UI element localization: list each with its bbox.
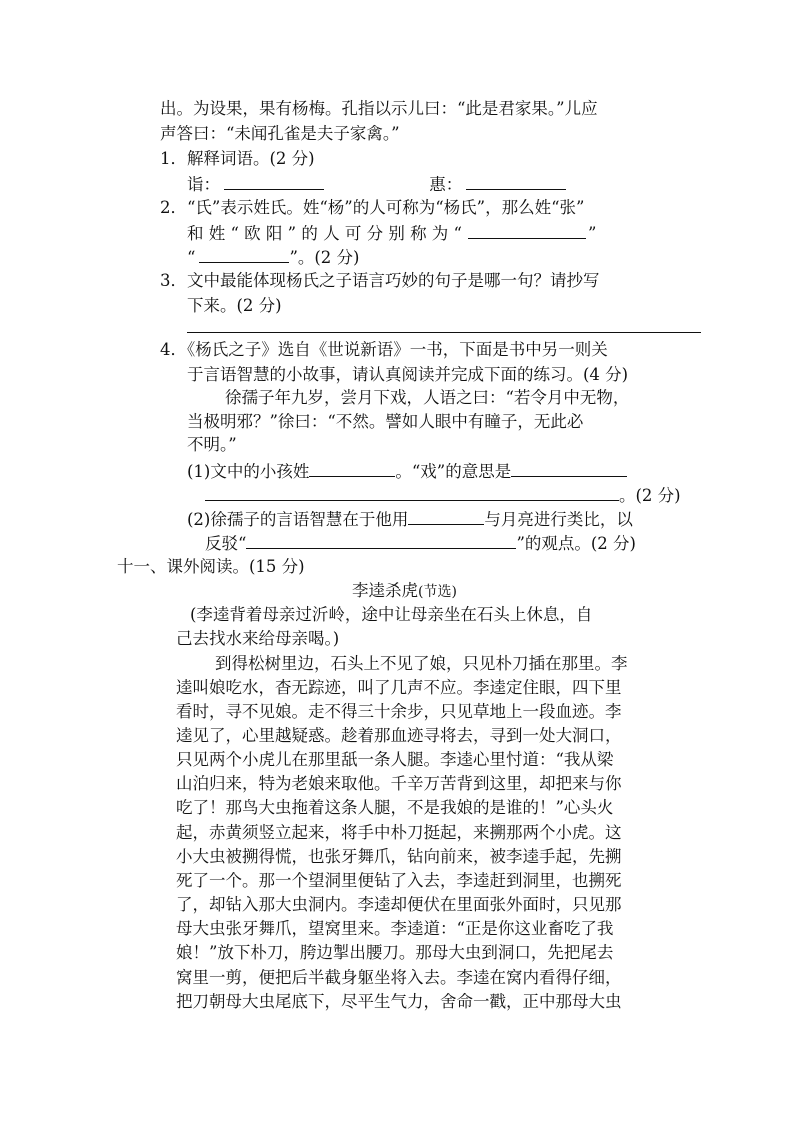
question-1: 1．解释词语。(2 分)	[160, 149, 315, 168]
passage-line: 声答曰：“未闻孔雀是夫子家禽。”	[160, 124, 400, 143]
question-4-line: 于言语智慧的小故事，请认真阅读并完成下面的练习。(4 分)	[187, 365, 629, 384]
article-title: 李逵杀虎(节选)	[352, 581, 457, 600]
answer-blank[interactable]	[511, 460, 627, 477]
subquestion-1: (1)文中的小孩姓 。“戏”的意思是	[187, 460, 627, 483]
article-line: 窝里一剪，便把后半截身躯坐将入去。李逵在窝内看得仔细，	[176, 968, 622, 987]
section-heading: 十一、课外阅读。(15 分)	[117, 557, 305, 576]
passage-line: 出。为设果，果有杨梅。孔指以示儿曰：“此是君家果。”儿应	[160, 99, 598, 118]
article-line: 了，却钻入那大虫洞内。李逵却便伏在里面张外面时，只见那	[176, 895, 622, 914]
article-line: 只见两个小虎儿在那里舐一条人腿。李逵心里忖道：“我从梁	[176, 750, 614, 769]
answer-blank[interactable]	[246, 532, 516, 549]
article-intro: (李逵背着母亲过沂岭，途中让母亲坐在石头上休息，自	[190, 605, 593, 624]
article-line: 母大虫张牙舞爪，望窝里来。李逵道：“正是你这业畜吃了我	[176, 919, 614, 938]
answer-blank[interactable]	[466, 173, 566, 190]
subquestion-2-line: 反驳“ ”的观点。(2 分)	[205, 534, 636, 553]
article-line: 把刀朝母大虫尾底下，尽平生气力，舍命一戳，正中那母大虫	[176, 992, 622, 1011]
reading-line: 当极明邪？”徐曰：“不然。譬如人眼中有瞳子，无此必	[187, 412, 584, 431]
article-line: 逵见了，心里越疑惑。趁着那血迹寻将去，寻到一处大洞口，	[176, 726, 622, 745]
article-line: 吃了！那鸟大虫拖着这条人腿，不是我娘的是谁的！”心头火	[176, 798, 614, 817]
answer-line[interactable]	[187, 332, 701, 333]
answer-blank[interactable]	[309, 460, 395, 477]
question-3-line: 下来。(2 分)	[187, 296, 282, 315]
answer-line: 诣： 惠：	[187, 173, 566, 196]
answer-blank[interactable]	[408, 508, 484, 525]
article-line: 到得松树里边，石头上不见了娘，只见朴刀插在那里。李	[215, 654, 628, 673]
subquestion-1-line: 。(2 分)	[205, 484, 681, 507]
reading-line: 不明。”	[187, 435, 237, 454]
article-line: 看时，寻不见娘。走不得三十余步，只见草地上一段血迹。李	[176, 702, 622, 721]
article-line: 逵叫娘吃水，杳无踪迹，叫了几声不应。李逵定住眼，四下里	[176, 678, 622, 697]
question-4: 4．《杨氏之子》选自《世说新语》一书，下面是书中另一则关	[160, 340, 608, 359]
question-2: 2．“氏”表示姓氏。姓“杨”的人可称为“杨氏”，那么姓“张”	[160, 198, 585, 217]
article-line: 小大虫被搠得慌，也张牙舞爪，钻向前来，被李逵手起，先搠	[176, 847, 622, 866]
article-line: 起，赤黄须竖立起来，将手中朴刀挺起，来搠那两个小虎。这	[176, 823, 622, 842]
answer-blank[interactable]	[224, 173, 324, 190]
article-line: 山泊归来，特为老娘来取他。千辛万苦背到这里，却把来与你	[176, 774, 622, 793]
reading-line: 徐孺子年九岁，尝月下戏，人语之曰：“若令月中无物，	[225, 388, 630, 407]
question-2-line: 和 姓 “ 欧 阳 ” 的 人 可 分 别 称 为 “ ”	[187, 224, 597, 243]
answer-blank[interactable]	[199, 246, 289, 263]
subquestion-2: (2)徐孺子的言语智慧在于他用 与月亮进行类比，以	[187, 510, 633, 529]
article-intro: 己去找水来给母亲喝。)	[176, 629, 340, 648]
article-line: 娘！”放下朴刀，胯边掣出腰刀。那母大虫到洞口，先把尾去	[176, 943, 614, 962]
article-line: 死了一个。那一个望洞里便钻了入去，李逵赶到洞里，也搠死	[176, 871, 622, 890]
answer-blank[interactable]	[205, 484, 619, 501]
question-2-line: “ ”。(2 分)	[187, 248, 360, 267]
answer-blank[interactable]	[468, 222, 586, 239]
question-3: 3．文中最能体现杨氏之子语言巧妙的句子是哪一句？请抄写	[160, 271, 600, 290]
